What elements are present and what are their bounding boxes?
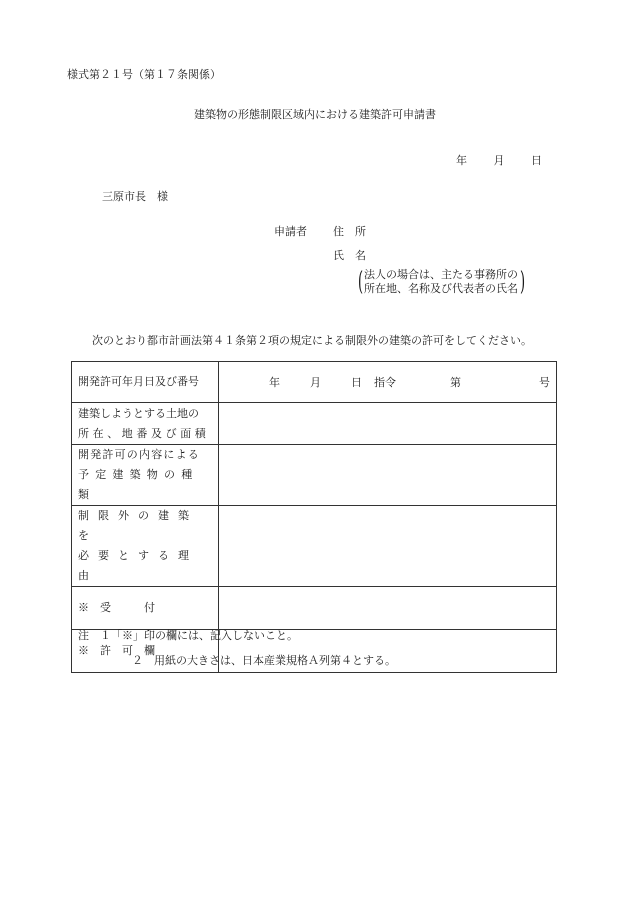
land-location-value[interactable] bbox=[219, 403, 557, 445]
applicant-label: 申請者 bbox=[274, 225, 307, 238]
permit-day-label: 日 bbox=[351, 376, 362, 389]
corporate-note bbox=[356, 268, 526, 296]
reason-label-line2: 必要とする理由 bbox=[78, 549, 198, 582]
table-row bbox=[72, 362, 557, 403]
reason-label: 制限外の建築を 必要とする理由 bbox=[72, 506, 219, 587]
corporate-note-line1: 法人の場合は、主たる事務所の bbox=[364, 268, 518, 281]
note-1: 注 １「※」印の欄には、記入しないこと。 bbox=[78, 629, 298, 642]
reception-label: ※ 受 付 bbox=[72, 587, 219, 630]
building-type-label-line2: 予定建築物の種類 bbox=[78, 468, 199, 501]
request-statement: 次のとおり都市計画法第４１条第２項の規定による制限外の建築の許可をしてください。 bbox=[92, 334, 532, 347]
document-title: 建築物の形態制限区域内における建築許可申請書 bbox=[194, 108, 436, 121]
note-2: ２ 用紙の大きさは、日本産業規格Ａ列第４とする。 bbox=[132, 654, 396, 667]
reception-value[interactable] bbox=[219, 587, 557, 630]
permit-go-label: 号 bbox=[539, 376, 550, 389]
reason-value[interactable] bbox=[219, 506, 557, 587]
form-number: 様式第２１号（第１７条関係） bbox=[67, 68, 221, 81]
table-row bbox=[72, 587, 557, 630]
building-type-label: 開発許可の内容による 予定建築物の種類 bbox=[72, 445, 219, 506]
land-location-label-line2: 所在、地番及び面積 bbox=[78, 426, 210, 440]
permission-label: ※ 許 可 欄 bbox=[72, 630, 219, 673]
land-location-label: 建築しようとする土地の 所在、地番及び面積 bbox=[72, 403, 219, 445]
address-label: 住 所 bbox=[333, 225, 366, 238]
right-paren: ) bbox=[520, 267, 526, 297]
date-line bbox=[456, 152, 542, 168]
corporate-note-line2: 所在地、名称及び代表者の氏名 bbox=[364, 282, 518, 295]
permit-year-label: 年 bbox=[269, 376, 280, 389]
addressee: 三原市長 様 bbox=[102, 190, 168, 203]
dev-permit-label: 開発許可年月日及び番号 bbox=[72, 362, 219, 403]
building-type-value[interactable] bbox=[219, 445, 557, 506]
date-month-label: 月 bbox=[493, 154, 505, 167]
left-paren: ( bbox=[358, 267, 364, 297]
date-year-label: 年 bbox=[456, 154, 467, 167]
permit-month-label: 月 bbox=[310, 376, 321, 389]
permit-designation-label: 指令 bbox=[374, 376, 396, 389]
table-row bbox=[72, 445, 557, 506]
permit-dai-label: 第 bbox=[450, 376, 461, 389]
name-label: 氏 名 bbox=[333, 249, 366, 262]
table-row bbox=[72, 506, 557, 587]
date-day-label: 日 bbox=[531, 154, 542, 167]
table-row bbox=[72, 403, 557, 445]
dev-permit-value[interactable] bbox=[219, 362, 557, 403]
